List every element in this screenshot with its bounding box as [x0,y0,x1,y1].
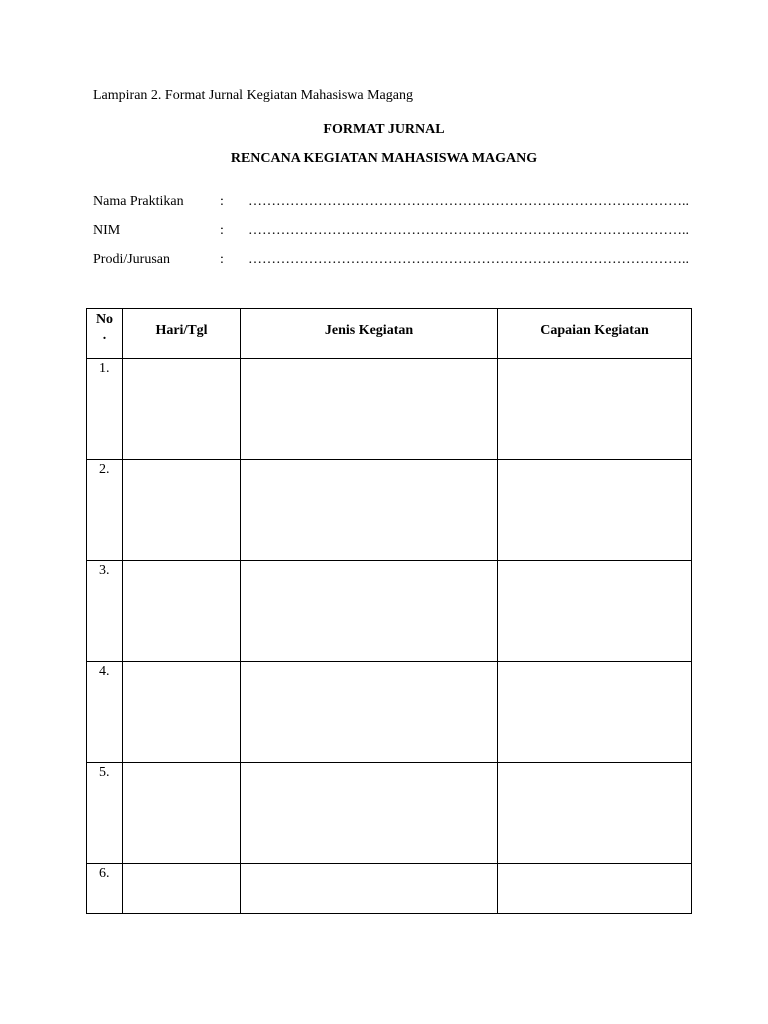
cell-jenis-kegiatan[interactable] [241,763,498,864]
table-row [87,561,692,662]
cell-capaian-kegiatan[interactable] [498,662,692,763]
table-row [87,460,692,561]
cell-capaian-kegiatan[interactable] [498,763,692,864]
cell-hari-tgl[interactable] [123,561,241,662]
cell-jenis-kegiatan[interactable] [241,460,498,561]
row-number: 2. [87,460,123,561]
cell-hari-tgl[interactable] [123,359,241,460]
header-no-text: No [95,312,114,327]
field-label: NIM [93,223,121,238]
table-row [87,763,692,864]
header-capaian-kegiatan: Capaian Kegiatan [498,309,692,359]
fill-in-line: ………………………………………………………………………………….. [248,194,689,209]
cell-hari-tgl[interactable] [123,763,241,864]
header-no [87,309,123,359]
header-jenis-kegiatan: Jenis Kegiatan [241,309,498,359]
table-row [87,864,692,914]
cell-jenis-kegiatan[interactable] [241,662,498,763]
fill-in-line: ………………………………………………………………………………….. [248,223,689,238]
journal-table [86,308,692,914]
cell-hari-tgl[interactable] [123,460,241,561]
document-subtitle: RENCANA KEGIATAN MAHASISWA MAGANG [230,151,538,166]
cell-jenis-kegiatan[interactable] [241,359,498,460]
table-row [87,662,692,763]
fill-in-line: ………………………………………………………………………………….. [248,252,689,267]
row-number: 1. [87,359,123,460]
field-label: Nama Praktikan [93,194,184,209]
cell-jenis-kegiatan[interactable] [241,561,498,662]
appendix-caption: Lampiran 2. Format Jurnal Kegiatan Mahasiswa Magang [93,88,413,103]
table-header-row [87,309,692,359]
table-row [87,359,692,460]
cell-capaian-kegiatan[interactable] [498,460,692,561]
row-number: 4. [87,662,123,763]
row-number: 5. [87,763,123,864]
field-colon: : [220,223,224,238]
cell-capaian-kegiatan[interactable] [498,561,692,662]
cell-hari-tgl[interactable] [123,662,241,763]
cell-capaian-kegiatan[interactable] [498,359,692,460]
cell-capaian-kegiatan[interactable] [498,864,692,914]
field-colon: : [220,194,224,209]
document-title: FORMAT JURNAL [323,122,445,137]
cell-hari-tgl[interactable] [123,864,241,914]
field-colon: : [220,252,224,267]
row-number: 3. [87,561,123,662]
header-hari-tgl: Hari/Tgl [123,309,241,359]
field-label: Prodi/Jurusan [93,252,170,267]
cell-jenis-kegiatan[interactable] [241,864,498,914]
header-no-dot: . [102,328,107,343]
row-number: 6. [87,864,123,914]
